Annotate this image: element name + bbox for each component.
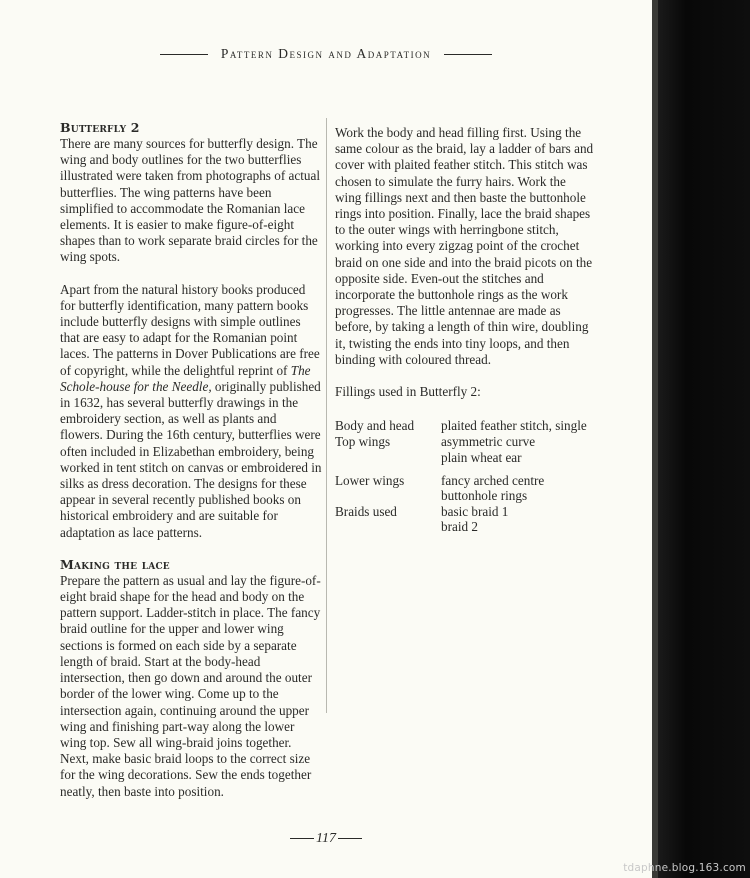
fillings-area: Lower wings — [335, 472, 405, 488]
fillings-stitch: fancy arched centre — [441, 472, 545, 488]
fillings-stitches — [441, 418, 595, 434]
right-column — [335, 125, 595, 535]
fillings-row — [335, 418, 595, 434]
running-header — [0, 46, 652, 62]
book-title-italic: The Schole-house for the Needle, — [60, 362, 311, 394]
fillings-stitches — [441, 473, 595, 504]
page-number-dash-left — [290, 838, 314, 839]
fillings-stitches — [441, 434, 595, 465]
fillings-area: Top wings — [335, 434, 391, 450]
fillings-area: Body and head — [335, 418, 415, 434]
fillings-stitch: asymmetric curve — [441, 434, 536, 450]
fillings-stitch: plain wheat ear — [441, 450, 522, 466]
column-divider — [326, 118, 327, 713]
scan-dark-edge — [652, 0, 750, 878]
fillings-stitch: basic braid 1 — [441, 503, 509, 519]
paragraph-pattern-books-part-a: Apart from the natural history books produced for butterfly identification, many pattern books include butterfly designs with simple outlines that are easy to adapt for the Romanian point laces. The patterns in Dover Publications are free of copyright, while the delightful reprint of — [60, 281, 320, 378]
header-rule-left — [160, 54, 208, 55]
watermark: tdaphne.blog.163.com — [623, 862, 746, 874]
fillings-area: Braids used — [335, 503, 397, 519]
paragraph-gap — [60, 266, 322, 282]
fillings-row — [335, 504, 595, 535]
section-heading-making-the-lace: Making the lace — [60, 556, 170, 572]
header-title: Pattern Design and Adaptation — [220, 46, 432, 61]
header-rule-right — [444, 54, 492, 55]
paragraph-pattern-books-part-b: originally published in 1632, has several butterfly drawings in the embroidery section, as well as plants and flowers. During the 16th century, butterflies were often included in Elizabethan embroidery, being worked in tent stitch on canvas or embroidered in silks as dress decoration. The designs for these appear in several recently published books on historical embroidery and are suitable for adaptation as lace patterns. — [60, 378, 322, 540]
fillings-stitch: plaited feather stitch, single — [441, 418, 587, 434]
paragraph-making-the-lace: Prepare the pattern as usual and lay the figure-of-eight braid shape for the head and body on the pattern support. Ladder-stitch in place. The fancy braid outline for the upper and lower wing sections is formed on each side by a separate length of braid. Start at the body-head intersection, then go down and around the outer border of the lower wing. Come up to the intersection again, continuing around the upper wing and finishing part-way along the lower wing top. Sew all wing-braid joins together. Next, make basic braid loops to the correct size for the wing decorations. Sew the ends together neatly, then baste into position. — [60, 572, 321, 799]
page-number-dash-right — [338, 838, 362, 839]
fillings-row — [335, 473, 595, 504]
page-number — [0, 831, 652, 847]
scan-edge-stripe — [652, 0, 658, 878]
fillings-table — [335, 418, 595, 535]
fillings-stitch: braid 2 — [441, 519, 478, 535]
fillings-intro: Fillings used in Butterfly 2: — [335, 384, 481, 400]
fillings-stitch: buttonhole rings — [441, 488, 528, 504]
paragraph-body-filling: Work the body and head filling first. Using the same colour as the braid, lay a ladder of bars and cover with plaited feather stitch. This stitch was chosen to simulate the furry hairs. Work the wing fillings next and then baste the buttonhole rings into position. Finally, lace the braid shapes to the outer wings with herringbone stitch, working into every zigzag point of the crochet braid on one side and into the braid picots on the opposite side. Even-out the stitches and incorporate the buttonhole rings as the work progresses. The little antennae are made as before, by taking a length of thin wire, doubling it, twisting the ends into tiny loops, and then binding with coloured thread. — [335, 125, 594, 367]
paragraph-pattern-books — [60, 282, 322, 541]
paragraph-sources: There are many sources for butterfly design. The wing and body outlines for the two butterflies illustrated were taken from photographs of actual butterflies. The wing patterns have been simplified to accommodate the Romanian lace elements. It is easier to make figure-of-eight shapes than to work separate braid circles for the wing spots. — [60, 136, 320, 265]
section-heading-butterfly-2: Butterfly 2 — [60, 120, 140, 135]
fillings-stitches — [441, 504, 595, 535]
fillings-row — [335, 434, 595, 465]
left-column — [60, 120, 322, 800]
paragraph-gap — [60, 541, 322, 557]
paragraph-gap — [335, 368, 595, 384]
page-number-value: 117 — [316, 831, 336, 846]
